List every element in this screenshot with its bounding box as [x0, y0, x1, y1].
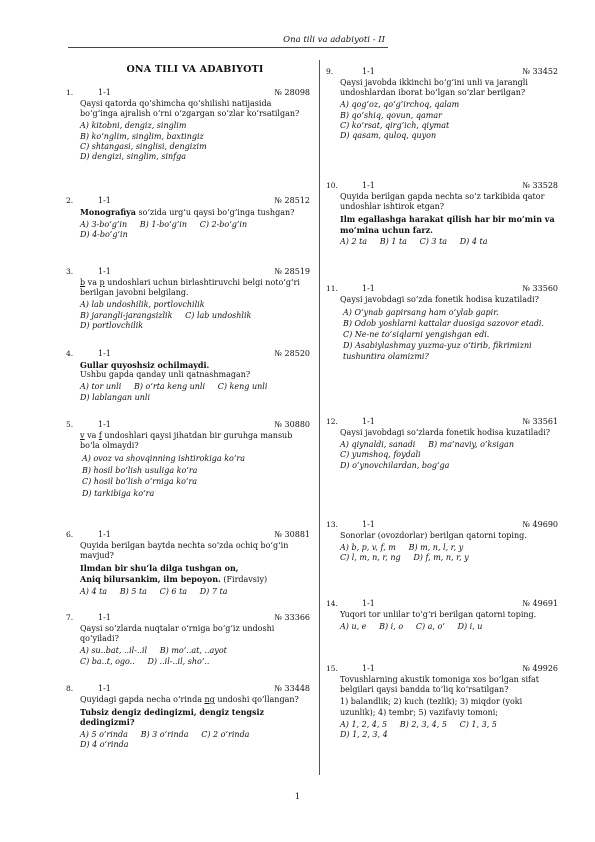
options-line-2: C) l, m, n, r, ng D) f, m, n, r, y — [340, 553, 469, 563]
question-text: Qaysi qatorda qo‘shimcha qo‘shilishi natijasida bo‘g‘inga ajralish o‘rni o‘zgargan so‘zlar ko‘rsatilgan? — [80, 99, 300, 119]
question-5 — [66, 420, 310, 499]
option-b: B) hosil bo‘lish usuliga ko‘ra — [82, 465, 198, 475]
verse-author: (Firdavsiy) — [220, 574, 268, 584]
question-9 — [326, 67, 558, 141]
option-d: D) tarkibiga ko‘ra — [82, 488, 155, 498]
question-level: 1-1 — [362, 417, 375, 426]
example-sentence: Tubsiz dengiz dedingizmi, dengiz tengsiz dedingizmi? — [80, 707, 265, 728]
question-id: № 30881 — [274, 530, 310, 539]
question-1 — [66, 88, 310, 162]
option-b: B) Odob yoshlarni kattalar duosiga sazovor etadi. — [343, 319, 544, 329]
underlined-letter: p — [99, 278, 105, 287]
question-10 — [326, 181, 558, 247]
question-level: 1-1 — [362, 284, 375, 293]
question-number: 12. — [326, 417, 338, 426]
question-level: 1-1 — [98, 267, 111, 276]
question-id: № 49690 — [522, 520, 558, 529]
question-text: Ushbu gapda qanday unli qatnashmagan? — [80, 370, 251, 380]
underlined-letter: v — [80, 431, 85, 440]
question-level: 1-1 — [362, 599, 375, 608]
question-level: 1-1 — [98, 530, 111, 539]
question-id: № 33560 — [522, 284, 558, 293]
option-a: A) ovoz va shovqinning ishtirokiga ko‘ra — [82, 454, 246, 464]
question-text-end: undoshi qo‘llangan? — [214, 695, 299, 704]
question-11 — [326, 284, 558, 362]
options-line-1: A) 3-bo‘g‘in B) 1-bo‘g‘in C) 2-bo‘g‘in — [80, 220, 248, 230]
option-a: A) qog‘oz, qo‘g‘irchoq, qalam — [340, 100, 460, 110]
left-column — [66, 60, 310, 749]
underlined-letter: f — [98, 431, 102, 440]
question-number: 4. — [66, 349, 74, 358]
options-line-1: A) 2 ta B) 1 ta C) 3 ta D) 4 ta — [340, 236, 488, 246]
options-line-1: A) u, e B) i, o C) a, o‘ D) i, u — [340, 622, 483, 632]
question-level: 1-1 — [362, 520, 375, 529]
option-c: C) Ne-ne to‘siqlarni yengishgan edi. — [343, 330, 490, 340]
question-text: Yuqori tor unlilar to‘g‘ri berilgan qatorni toping. — [340, 610, 537, 619]
question-6 — [66, 530, 310, 597]
question-number: 13. — [326, 520, 338, 529]
header-title: Ona tili va adabiyoti - II — [283, 35, 385, 45]
example-sentence: Ilm egallashga harakat qilish har bir mo‘min va mo‘mina uchun farz. — [340, 214, 555, 235]
options-line-2: C) yumshoq, foydali — [340, 450, 421, 460]
question-7 — [66, 613, 310, 667]
question-text: so‘zida urg‘u qaysi bo‘g‘inga tushgan? — [135, 208, 295, 217]
question-id: № 33528 — [522, 181, 558, 190]
question-text: undoshlari uchun birlashtiruvchi belgi noto‘g‘ri berilgan javobni belgilang. — [80, 278, 300, 298]
question-id: № 33448 — [274, 684, 310, 693]
question-id: № 33561 — [522, 417, 558, 426]
option-d: D) Asabiylashmay yuzma-yuz o‘tirib, fikrimizni tushuntira olamizmi? — [343, 341, 532, 362]
question-13 — [326, 520, 558, 564]
verse-line-1: Ilmdan bir shu‘la dilga tushgan on, — [80, 563, 239, 574]
question-14 — [326, 599, 558, 632]
options-line-1: A) qiynaldi, sanadi B) ma’naviy, o‘ksigan — [340, 440, 514, 450]
question-id: № 33366 — [274, 613, 310, 622]
question-text: Quyida berilgan gapda nechta so‘z tarkibida qator undoshlar ishtirok etgan? — [340, 192, 545, 212]
options-line-1: A) lab undoshilik, portlovchilik — [80, 300, 205, 310]
question-number: 2. — [66, 196, 74, 205]
question-id: № 49926 — [522, 664, 558, 673]
question-id: № 49691 — [522, 599, 558, 608]
question-number: 7. — [66, 613, 74, 622]
question-number: 6. — [66, 530, 74, 539]
underlined-letter: b — [80, 278, 86, 287]
question-number: 15. — [326, 664, 338, 673]
question-number: 1. — [66, 88, 74, 97]
question-level: 1-1 — [98, 88, 111, 97]
question-text: Quyida berilgan baytda nechta so‘zda ochiq bo‘g‘in mavjud? — [80, 541, 289, 561]
key-word: Monografiya — [80, 207, 136, 217]
underlined-letter: ng — [204, 695, 215, 704]
header-rule — [68, 47, 388, 48]
options-line-1: A) b, p, v, f, m B) m, n, l, r, y — [340, 543, 464, 553]
question-number: 5. — [66, 420, 74, 429]
question-8 — [66, 684, 310, 750]
question-id: № 28520 — [274, 349, 310, 358]
question-level: 1-1 — [362, 181, 375, 190]
options-line-1: A) 5 o‘rinda B) 3 o‘rinda C) 2 o‘rinda — [80, 729, 250, 739]
options-line-2: D) 4-bo‘g‘in — [80, 230, 128, 240]
section-title: ONA TILI VA ADABIYOTI — [126, 64, 264, 75]
question-level: 1-1 — [362, 67, 375, 76]
option-a: A) O‘ynab gapirsang ham o‘ylab gapir. — [343, 308, 499, 318]
options-line-3: D) portlovchilik — [80, 320, 144, 330]
question-text: Tovushlarning akustik tomoniga xos bo‘lgan sifat belgilari qaysi bandda to‘liq ko‘rsatilgan? — [340, 675, 539, 695]
question-number: 11. — [326, 284, 338, 293]
question-text: undoshlari qaysi jihatdan bir guruhga mansub bo‘la olmaydi? — [80, 431, 293, 451]
options-line-2: D) lablangan unli — [80, 392, 151, 402]
question-id: № 28519 — [274, 267, 310, 276]
options-line-1: A) 4 ta B) 5 ta C) 6 ta D) 7 ta — [80, 586, 228, 596]
question-text: Sonorlar (ovozdorlar) berilgan qatorni toping. — [340, 531, 527, 540]
question-number: 3. — [66, 267, 74, 276]
question-2 — [66, 196, 310, 241]
options-line-2: D) 4 o‘rinda — [80, 739, 129, 749]
question-number: 10. — [326, 181, 338, 190]
option-c: C) hosil bo‘lish o‘rniga ko‘ra — [82, 477, 198, 487]
question-3 — [66, 267, 310, 331]
options-line-3: D) o‘ynovchilardan, bog‘ga — [340, 460, 450, 470]
question-number: 9. — [326, 67, 334, 76]
options-line-1: A) 1, 2, 4, 5 B) 2, 3, 4, 5 C) 1, 3, 5 — [340, 719, 497, 729]
option-d: D) qasam, quloq, quyon — [340, 131, 437, 141]
options-line-1: A) su..bat, ..il-..il B) mo‘..at, ..ayot — [80, 646, 227, 656]
question-text: Quyidagi gapda necha o‘rinda — [80, 695, 205, 704]
question-number: 8. — [66, 684, 74, 693]
question-level: 1-1 — [98, 420, 111, 429]
question-text: Qaysi javobdagi so‘zda fonetik hodisa kuzatiladi? — [340, 295, 539, 304]
question-id: № 28098 — [274, 88, 310, 97]
option-b: B) ko‘nglim, singlim, baxtingiz — [80, 131, 204, 141]
question-4 — [66, 349, 310, 403]
question-15 — [326, 664, 558, 740]
option-d: D) dengizi, singlim, sinfga — [80, 152, 187, 162]
question-id: № 33452 — [522, 67, 558, 76]
question-number: 14. — [326, 599, 338, 608]
question-level: 1-1 — [98, 196, 111, 205]
column-divider — [319, 60, 320, 775]
question-level: 1-1 — [362, 664, 375, 673]
options-line-2: D) 1, 2, 3, 4 — [340, 730, 388, 740]
connector-text: va — [85, 278, 100, 287]
option-b: B) qo‘shiq, qovun, qamar — [340, 110, 442, 120]
page-number: 1 — [294, 792, 301, 802]
options-line-2: B) jarangli-jarangsizlik C) lab undoshlik — [80, 310, 252, 320]
option-c: C) shtangasi, singlisi, dengizim — [80, 141, 207, 151]
options-line-2: C) ba..t, ogo.. D) ..il-..il, sho‘.. — [80, 656, 210, 666]
question-level: 1-1 — [98, 349, 111, 358]
option-c: C) ko‘rsat, qirg‘ich, qiymat — [340, 120, 450, 130]
connector-text: va — [84, 431, 99, 440]
feature-list: 1) balandlik; 2) kuch (tezlik); 3) miqdor (yoki uzunlik); 4) tembr; 5) vazifaviy tomoni; — [340, 697, 523, 717]
verse-line-2: Aniq bilursankim, ilm bepoyon. — [80, 573, 221, 584]
question-id: № 28512 — [274, 196, 310, 205]
question-12 — [326, 417, 558, 471]
question-level: 1-1 — [98, 684, 111, 693]
question-text: Qaysi so‘zlarda nuqtalar o‘rniga bo‘g‘iz undoshi qo‘yiladi? — [80, 624, 275, 644]
options-line-1: A) tor unli B) o‘rta keng unli C) keng unli — [80, 382, 268, 392]
example-sentence: Gullar quyoshsiz ochilmaydi. — [80, 360, 210, 370]
question-text: Qaysi javobdagi so‘zlarda fonetik hodisa kuzatiladi? — [340, 428, 551, 437]
question-level: 1-1 — [98, 613, 111, 622]
option-a: A) kitobni, dengiz, singlim — [80, 121, 187, 131]
question-id: № 30880 — [274, 420, 310, 429]
question-text: Qaysi javobda ikkinchi bo‘g‘ini unli va jarangli undoshlardan iborat bo‘lgan so‘zlar berilgan? — [340, 78, 528, 98]
